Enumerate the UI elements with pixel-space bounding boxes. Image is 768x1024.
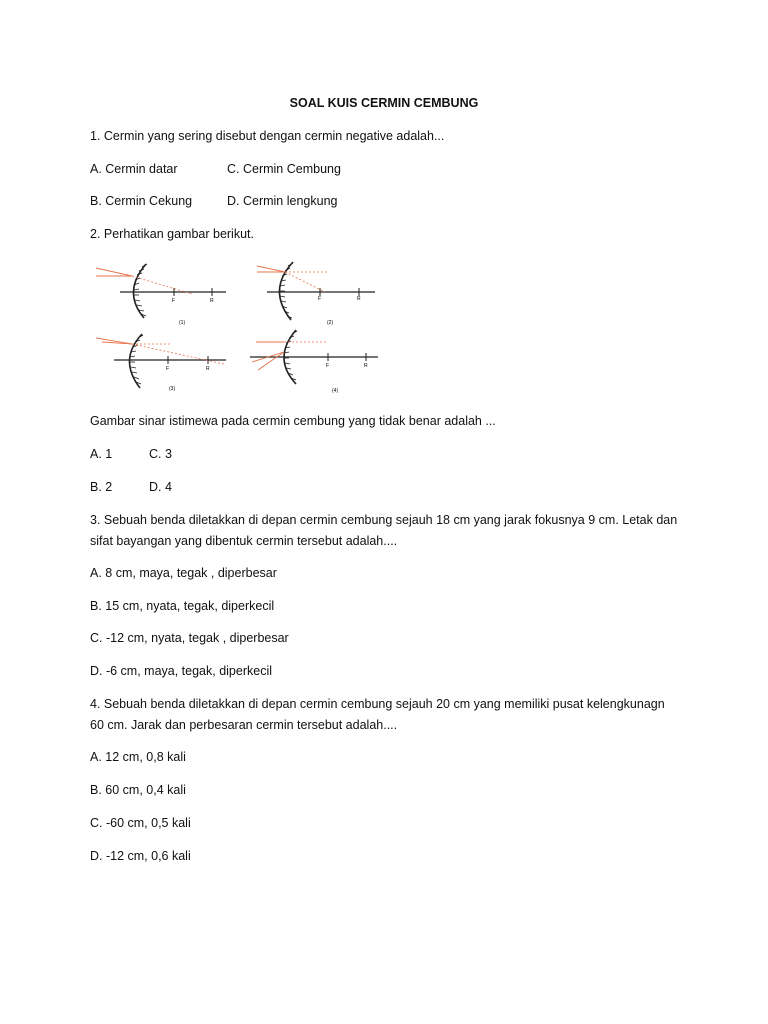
q2-option-c: C. 3 xyxy=(149,447,172,461)
q2-option-b: B. 2 xyxy=(90,480,113,494)
q3-option-c: C. -12 cm, nyata, tegak , diperbesar xyxy=(90,631,289,645)
q3-option-b: B. 15 cm, nyata, tegak, diperkecil xyxy=(90,599,275,613)
q3-option-d: D. -6 cm, maya, tegak, diperkecil xyxy=(90,664,273,678)
page-title: SOAL KUIS CERMIN CEMBUNG xyxy=(289,96,479,110)
q4-option-b: B. 60 cm, 0,4 kali xyxy=(90,783,186,797)
question-2-text: 2. Perhatikan gambar berikut. xyxy=(90,227,254,241)
fig4-caption: (4) xyxy=(332,388,339,394)
q2-option-d: D. 4 xyxy=(149,480,172,494)
q4-option-a: A. 12 cm, 0,8 kali xyxy=(90,750,186,764)
fig4-label-f: F xyxy=(326,363,330,369)
fig1-label-f: F xyxy=(172,298,176,304)
fig1-caption: (1) xyxy=(179,320,186,326)
fig3-caption: (3) xyxy=(169,386,176,392)
q1-option-c: C. Cermin Cembung xyxy=(227,162,341,176)
fig1-label-r: R xyxy=(210,298,214,304)
q4-option-d: D. -12 cm, 0,6 kali xyxy=(90,849,191,863)
fig4-label-r: R xyxy=(364,363,368,369)
question-1-text: 1. Cermin yang sering disebut dengan cermin negative adalah... xyxy=(90,129,445,143)
question-2-statement: Gambar sinar istimewa pada cermin cembung yang tidak benar adalah ... xyxy=(90,414,496,428)
fig3-label-f: F xyxy=(166,366,170,372)
question-3-text: 3. Sebuah benda diletakkan di depan cermin cembung sejauh 18 cm yang jarak fokusnya 9 cm. Letak dan sifat bayangan yang dibentuk cermin tersebut adalah.... xyxy=(90,513,678,548)
fig2-label-f: F xyxy=(318,296,322,302)
fig2-label-r: R xyxy=(357,296,361,302)
fig3-label-r: R xyxy=(206,366,210,372)
figure-2 xyxy=(255,258,380,328)
q2-option-a: A. 1 xyxy=(90,447,113,461)
figure-4 xyxy=(248,326,383,398)
question-4-text: 4. Sebuah benda diletakkan di depan cermin cembung sejauh 20 cm yang memiliki pusat kelengkunagn 60 cm. Jarak dan perbesaran cermin tersebut adalah.... xyxy=(90,697,665,732)
q4-option-c: C. -60 cm, 0,5 kali xyxy=(90,816,191,830)
figure-3 xyxy=(92,330,232,396)
q1-option-a: A. Cermin datar xyxy=(90,162,178,176)
q1-option-b: B. Cermin Cekung xyxy=(90,194,193,208)
fig2-caption: (2) xyxy=(327,320,334,326)
figure-1 xyxy=(92,258,232,328)
q3-option-a: A. 8 cm, maya, tegak , diperbesar xyxy=(90,566,277,580)
q1-option-d: D. Cermin lengkung xyxy=(227,194,338,208)
